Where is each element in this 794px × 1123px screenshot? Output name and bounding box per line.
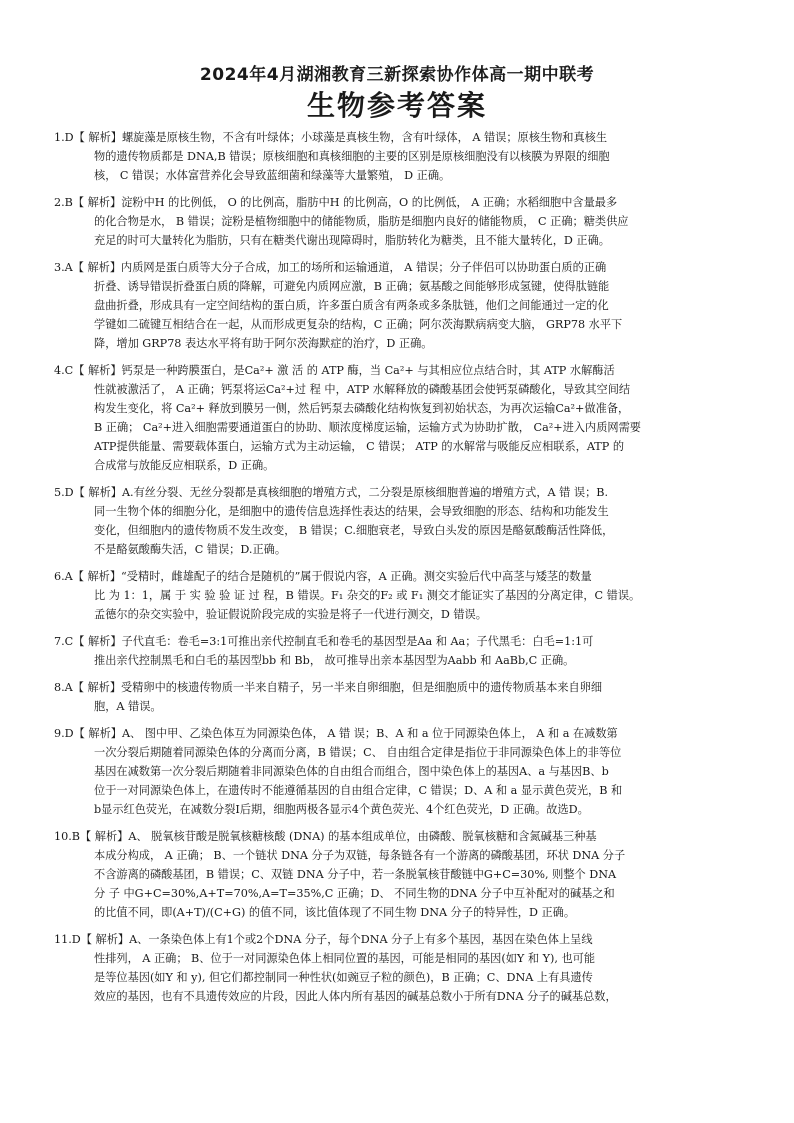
answer-line: 合成常与放能反应相联系，D 正确。 bbox=[94, 459, 275, 472]
answer-line: 3.A【 解析】内质网是蛋白质等大分子合成，加工的场所和运输通道， A 错误；分子伴侣可以协助蛋白质的正确 bbox=[54, 261, 607, 274]
answer-line: ATP提供能量、需要载体蛋白，运输方式为主动运输， C 错误； ATP 的水解常与吸能反应相联系，ATP 的 bbox=[94, 440, 625, 453]
answer-line: 的比值不同，即(A+T)/(C+G) 的值不同，该比值体现了不同生物 DNA 分子的特异性，D 正确。 bbox=[94, 906, 576, 919]
answer-line: 不是酪氨酸酶失活，C 错误；D.正确。 bbox=[94, 543, 287, 556]
answer-item-6 bbox=[54, 567, 744, 624]
answer-line: 7.C【 解析】子代直毛：卷毛=3:1可推出亲代控制直毛和卷毛的基因型是Aa 和 Aa；子代黑毛：白毛=1:1可 bbox=[54, 635, 594, 648]
answer-item-3 bbox=[54, 258, 744, 353]
exam-title: 2024年4月湖湘教育三新探索协作体高一期中联考 bbox=[199, 65, 595, 85]
answer-line: 物的遗传物质都是 DNA,B 错误；原核细胞和真核细胞的主要的区别是原核细胞没有以核膜为界限的细胞 bbox=[94, 150, 610, 163]
answer-line: 变化，但细胞内的遗传物质不发生改变， B 错误；C.细胞衰老，导致白头发的原因是酪氨酸酶活性降低， bbox=[94, 524, 614, 537]
answer-line: 核， C 错误；水体富营养化会导致蓝细菌和绿藻等大量繁殖， D 正确。 bbox=[94, 169, 451, 182]
answer-line: 比 为 1：1，属 于 实 验 验 证 过 程，B 错误。F₁ 杂交的F₂ 或 F₁ 测交才能证实了基因的分离定律，C 错误。 bbox=[94, 589, 641, 602]
answer-line: 性就被激活了， A 正确；钙泵将运Ca²+过 程 中，ATP 水解释放的磷酸基团会使钙泵磷酸化，导致其空间结 bbox=[94, 383, 631, 396]
answer-line: 降，增加 GRP78 表达水平将有助于阿尔茨海默症的治疗，D 正确。 bbox=[94, 337, 433, 350]
answer-line: 充足的时可大量转化为脂肪，只有在糖类代谢出现障碍时，脂肪转化为糖类，且不能大量转化，D 正确。 bbox=[94, 234, 610, 247]
answer-line: 不含游离的磷酸基团，B 错误；C、双链 DNA 分子中，若一条脱氧核苷酸链中G+C=30%, 则整个 DNA bbox=[94, 868, 617, 881]
answer-line: 盘曲折叠，形成具有一定空间结构的蛋白质，许多蛋白质含有两条或多条肽链，他们之间能通过一定的化 bbox=[94, 299, 609, 312]
answer-line: 是等位基因(如Y 和 y), 但它们都控制同一种性状(如豌豆子粒的颜色)，B 正确；C、DNA 上有具遗传 bbox=[94, 971, 593, 984]
answer-item-10 bbox=[54, 827, 744, 922]
answer-line: 效应的基因，也有不具遗传效应的片段，因此人体内所有基因的碱基总数小于所有DNA 分子的碱基总数， bbox=[94, 990, 617, 1003]
answer-line: 10.B【 解析】A、 脱氧核苷酸是脱氧核糖核酸 (DNA) 的基本组成单位，由磷酸、脱氧核糖和含氮碱基三种基 bbox=[54, 830, 597, 843]
answer-item-1 bbox=[54, 128, 744, 185]
answer-item-4 bbox=[54, 361, 744, 475]
answer-line: b显示红色荧光，在减数分裂I后期，细胞两极各显示4个黄色荧光、4个红色荧光，D 正确。故选D。 bbox=[94, 803, 589, 816]
answer-item-2 bbox=[54, 193, 744, 250]
answer-item-9 bbox=[54, 724, 744, 819]
answer-line: 8.A【 解析】受精卵中的核遗传物质一半来自精子，另一半来自卵细胞，但是细胞质中的遗传物质基本来自卵细 bbox=[54, 681, 603, 694]
answer-line: 1.D【 解析】螺旋藻是原核生物，不含有叶绿体；小球藻是真核生物，含有叶绿体， A 错误；原核生物和真核生 bbox=[54, 131, 608, 144]
answer-item-11 bbox=[54, 930, 744, 1006]
answer-key-title: 生物参考答案 bbox=[306, 89, 487, 122]
answer-line: 胞，A 错误。 bbox=[94, 700, 162, 713]
answer-line: 位于一对同源染色体上，在遗传时不能遵循基因的自由组合定律，C 错误；D、A 和 a 显示黄色荧光，B 和 bbox=[94, 784, 623, 797]
answer-line: 4.C【 解析】钙泵是一种跨膜蛋白，是Ca²+ 激 活 的 ATP 酶，当 Ca²+ 与其相应位点结合时，其 ATP 水解酶活 bbox=[54, 364, 615, 377]
answer-line: B 正确； Ca²+进入细胞需要通道蛋白的协助、顺浓度梯度运输，运输方式为协助扩散， Ca²+进入内质网需要 bbox=[94, 421, 641, 434]
answer-line: 本成分构成， A 正确； B、一个链状 DNA 分子为双链，每条链各有一个游离的磷酸基团，环状 DNA 分子 bbox=[94, 849, 626, 862]
answer-line: 的化合物是水， B 错误；淀粉是植物细胞中的储能物质，脂肪是细胞内良好的储能物质， C 正确；糖类供应 bbox=[94, 215, 629, 228]
answer-line: 分 子 中G+C=30%,A+T=70%,A=T=35%,C 正确；D、 不同生物的DNA 分子中互补配对的碱基之和 bbox=[94, 887, 615, 900]
answer-list bbox=[54, 128, 744, 1014]
answer-line: 基因在减数第一次分裂后期随着非同源染色体的自由组合而组合，图中染色体上的基因A、a 与基因B、b bbox=[94, 765, 609, 778]
answer-line: 同一生物个体的细胞分化，是细胞中的遗传信息选择性表达的结果，会导致细胞的形态、结构和功能发生 bbox=[94, 505, 609, 518]
answer-line: 构发生变化，将 Ca²+ 释放到膜另一侧，然后钙泵去磷酸化结构恢复到初始状态，为再次运输Ca²+做准备， bbox=[94, 402, 630, 415]
answer-item-5 bbox=[54, 483, 744, 559]
answer-line: 9.D【 解析】A、 图中甲、乙染色体互为同源染色体， A 错 误；B、A 和 a 位于同源染色体上， A 和 a 在减数第 bbox=[54, 727, 618, 740]
answer-line: 性排列， A 正确； B、位于一对同源染色体上相同位置的基因，可能是相同的基因(如Y 和 Y), 也可能 bbox=[94, 952, 596, 965]
answer-item-7 bbox=[54, 632, 744, 670]
answer-line: 孟德尔的杂交实验中，验证假说阶段完成的实验是将子一代进行测交，D 错误。 bbox=[94, 608, 487, 621]
answer-line: 6.A【 解析】“受精时，雌雄配子的结合是随机的”属于假说内容，A 正确。测交实验后代中高茎与矮茎的数量 bbox=[54, 570, 592, 583]
answer-line: 5.D【 解析】A.有丝分裂、无丝分裂都是真核细胞的增殖方式，二分裂是原核细胞普遍的增殖方式，A 错 误；B. bbox=[54, 486, 609, 499]
answer-line: 2.B【 解析】淀粉中H 的比例低， O 的比例高，脂肪中H 的比例高，O 的比例低， A 正确；水稻细胞中含量最多 bbox=[54, 196, 618, 209]
answer-line: 一次分裂后期随着同源染色体的分离而分离，B 错误；C、 自由组合定律是指位于非同源染色体上的非等位 bbox=[94, 746, 622, 759]
answer-line: 推出亲代控制黑毛和白毛的基因型bb 和 Bb， 故可推导出亲本基因型为Aabb 和 AaBb,C 正确。 bbox=[94, 654, 575, 667]
answer-item-8 bbox=[54, 678, 744, 716]
answer-line: 学键如二硫键互相结合在一起，从而形成更复杂的结构，C 正确；阿尔茨海默病病变大脑， GRP78 水平下 bbox=[94, 318, 623, 331]
answer-line: 折叠、诱导错误折叠蛋白质的降解，可避免内质网应激，B 正确；氨基酸之间能够形成氢键，使得肽链能 bbox=[94, 280, 610, 293]
answer-line: 11.D【 解析】A、一条染色体上有1个或2个DNA 分子，每个DNA 分子上有多个基因，基因在染色体上呈线 bbox=[54, 933, 593, 946]
